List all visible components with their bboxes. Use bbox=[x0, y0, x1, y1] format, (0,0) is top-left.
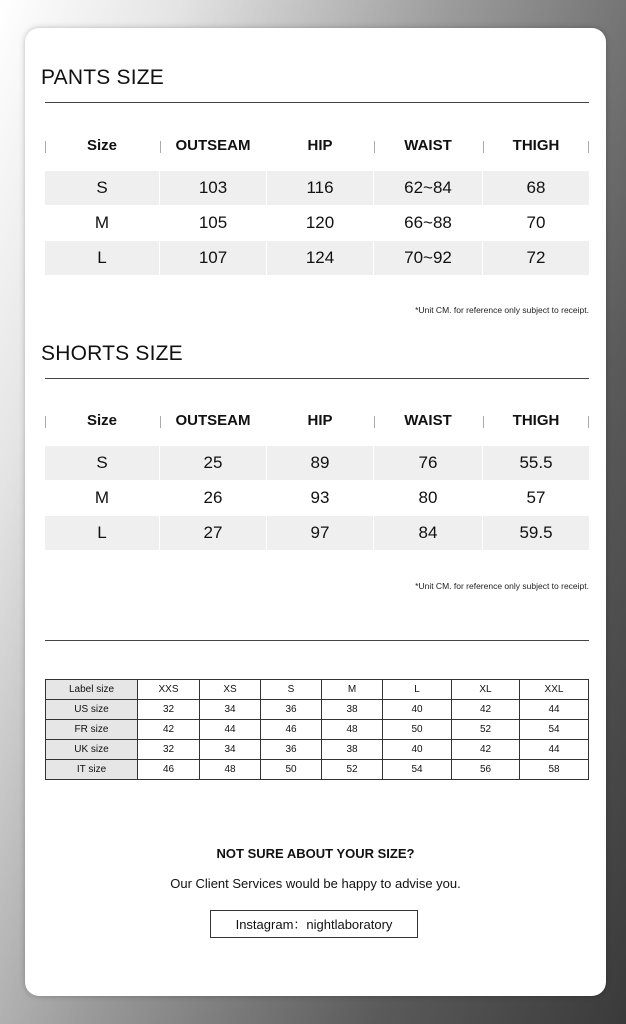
table-cell: 120 bbox=[305, 213, 335, 232]
table-cell: 84 bbox=[374, 516, 482, 550]
conversion-row bbox=[46, 740, 589, 760]
header-size: Size bbox=[86, 412, 117, 429]
header-separator bbox=[160, 141, 161, 153]
size-conversion-table bbox=[45, 679, 589, 780]
header-separator bbox=[374, 141, 375, 153]
table-cell: L bbox=[45, 241, 159, 275]
size-help-title: NOT SURE ABOUT YOUR SIZE? bbox=[216, 846, 415, 861]
conversion-cell: 44 bbox=[200, 720, 261, 740]
header-separator bbox=[160, 416, 161, 428]
table-row bbox=[45, 241, 589, 275]
header-outseam: OUTSEAM bbox=[175, 412, 251, 429]
conversion-row-label: UK size bbox=[46, 740, 138, 760]
size-table-header bbox=[45, 135, 589, 157]
table-cell: M bbox=[94, 488, 110, 507]
table-cell: 76 bbox=[374, 446, 482, 480]
table-cell: 103 bbox=[160, 171, 266, 205]
table-cell: L bbox=[45, 516, 159, 550]
conversion-cell: 32 bbox=[138, 700, 200, 720]
conversion-cell: 40 bbox=[383, 740, 452, 760]
conversion-cell: S bbox=[261, 680, 322, 700]
table-cell: 89 bbox=[267, 446, 373, 480]
header-separator bbox=[483, 141, 484, 153]
header-outseam: OUTSEAM bbox=[175, 137, 251, 154]
table-cell: S bbox=[45, 446, 159, 480]
table-row bbox=[45, 481, 589, 515]
conversion-cell: XXL bbox=[520, 680, 589, 700]
conversion-cell: 52 bbox=[322, 760, 383, 780]
conversion-row-label: IT size bbox=[46, 760, 138, 780]
header-waist: WAIST bbox=[404, 137, 452, 154]
shorts-size-title: SHORTS SIZE bbox=[41, 342, 183, 365]
table-cell: 97 bbox=[267, 516, 373, 550]
header-separator bbox=[45, 141, 46, 153]
table-cell: 25 bbox=[160, 446, 266, 480]
instagram-handle-box[interactable] bbox=[210, 910, 418, 938]
shorts-unit-note: *Unit CM. for reference only subject to receipt. bbox=[415, 581, 589, 591]
conversion-row-label: US size bbox=[46, 700, 138, 720]
conversion-cell: 58 bbox=[520, 760, 589, 780]
header-separator bbox=[588, 416, 589, 428]
table-row bbox=[45, 171, 589, 205]
conversion-cell: 46 bbox=[261, 720, 322, 740]
conversion-cell: 52 bbox=[452, 720, 520, 740]
conversion-cell: 38 bbox=[322, 740, 383, 760]
header-waist: WAIST bbox=[404, 412, 452, 429]
shorts-title-divider bbox=[45, 378, 589, 379]
table-cell: 59.5 bbox=[483, 516, 589, 550]
table-cell: 72 bbox=[483, 241, 589, 275]
table-cell: 26 bbox=[203, 488, 223, 507]
conversion-cell: XL bbox=[452, 680, 520, 700]
conversion-cell: 36 bbox=[261, 700, 322, 720]
conversion-cell: 34 bbox=[200, 700, 261, 720]
table-cell: 93 bbox=[310, 488, 330, 507]
conversion-cell: M bbox=[322, 680, 383, 700]
header-thigh: THIGH bbox=[512, 137, 560, 154]
table-cell: 116 bbox=[267, 171, 373, 205]
pants-title-divider bbox=[45, 102, 589, 103]
conversion-cell: 44 bbox=[520, 700, 589, 720]
table-cell: 57 bbox=[526, 488, 546, 507]
table-row bbox=[45, 446, 589, 480]
size-help-subtitle: Our Client Services would be happy to advise you. bbox=[170, 876, 461, 891]
table-cell: 66~88 bbox=[404, 213, 452, 232]
conversion-cell: 34 bbox=[200, 740, 261, 760]
conversion-cell: 36 bbox=[261, 740, 322, 760]
table-cell: 80 bbox=[418, 488, 438, 507]
table-cell: 70~92 bbox=[374, 241, 482, 275]
conversion-row bbox=[46, 700, 589, 720]
table-cell: S bbox=[45, 171, 159, 205]
conversion-row-label: Label size bbox=[46, 680, 138, 700]
conversion-cell: 42 bbox=[452, 740, 520, 760]
table-cell: 124 bbox=[267, 241, 373, 275]
conversion-cell: 40 bbox=[383, 700, 452, 720]
table-cell: 68 bbox=[483, 171, 589, 205]
header-hip: HIP bbox=[307, 137, 333, 154]
table-cell: 70 bbox=[526, 213, 546, 232]
conversion-cell: 42 bbox=[452, 700, 520, 720]
conversion-cell: XS bbox=[200, 680, 261, 700]
conversion-cell: 44 bbox=[520, 740, 589, 760]
conversion-row bbox=[46, 760, 589, 780]
conversion-cell: 50 bbox=[383, 720, 452, 740]
conversion-row-label: FR size bbox=[46, 720, 138, 740]
conversion-cell: 48 bbox=[322, 720, 383, 740]
header-thigh: THIGH bbox=[512, 412, 560, 429]
conversion-row bbox=[46, 720, 589, 740]
header-separator bbox=[374, 416, 375, 428]
conversion-cell: 32 bbox=[138, 740, 200, 760]
table-cell: 107 bbox=[160, 241, 266, 275]
header-hip: HIP bbox=[307, 412, 333, 429]
conversion-cell: 38 bbox=[322, 700, 383, 720]
header-separator bbox=[588, 141, 589, 153]
table-cell: 55.5 bbox=[483, 446, 589, 480]
conversion-cell: 48 bbox=[200, 760, 261, 780]
header-size: Size bbox=[86, 137, 117, 154]
pants-size-title: PANTS SIZE bbox=[41, 66, 164, 89]
conversion-divider bbox=[45, 640, 589, 641]
conversion-cell: 54 bbox=[520, 720, 589, 740]
table-cell: 62~84 bbox=[374, 171, 482, 205]
size-guide-card bbox=[25, 28, 606, 996]
table-cell: 105 bbox=[198, 213, 228, 232]
table-row bbox=[45, 516, 589, 550]
table-cell: M bbox=[94, 213, 110, 232]
conversion-cell: L bbox=[383, 680, 452, 700]
conversion-cell: 46 bbox=[138, 760, 200, 780]
table-cell: 27 bbox=[160, 516, 266, 550]
instagram-handle-text: Instagram：nightlaboratory bbox=[235, 917, 393, 932]
conversion-cell: 54 bbox=[383, 760, 452, 780]
header-separator bbox=[45, 416, 46, 428]
conversion-cell: 42 bbox=[138, 720, 200, 740]
size-table-header bbox=[45, 410, 589, 432]
pants-unit-note: *Unit CM. for reference only subject to receipt. bbox=[415, 305, 589, 315]
conversion-cell: 56 bbox=[452, 760, 520, 780]
conversion-cell: 50 bbox=[261, 760, 322, 780]
conversion-cell: XXS bbox=[138, 680, 200, 700]
header-separator bbox=[483, 416, 484, 428]
conversion-row bbox=[46, 680, 589, 700]
table-row bbox=[45, 206, 589, 240]
